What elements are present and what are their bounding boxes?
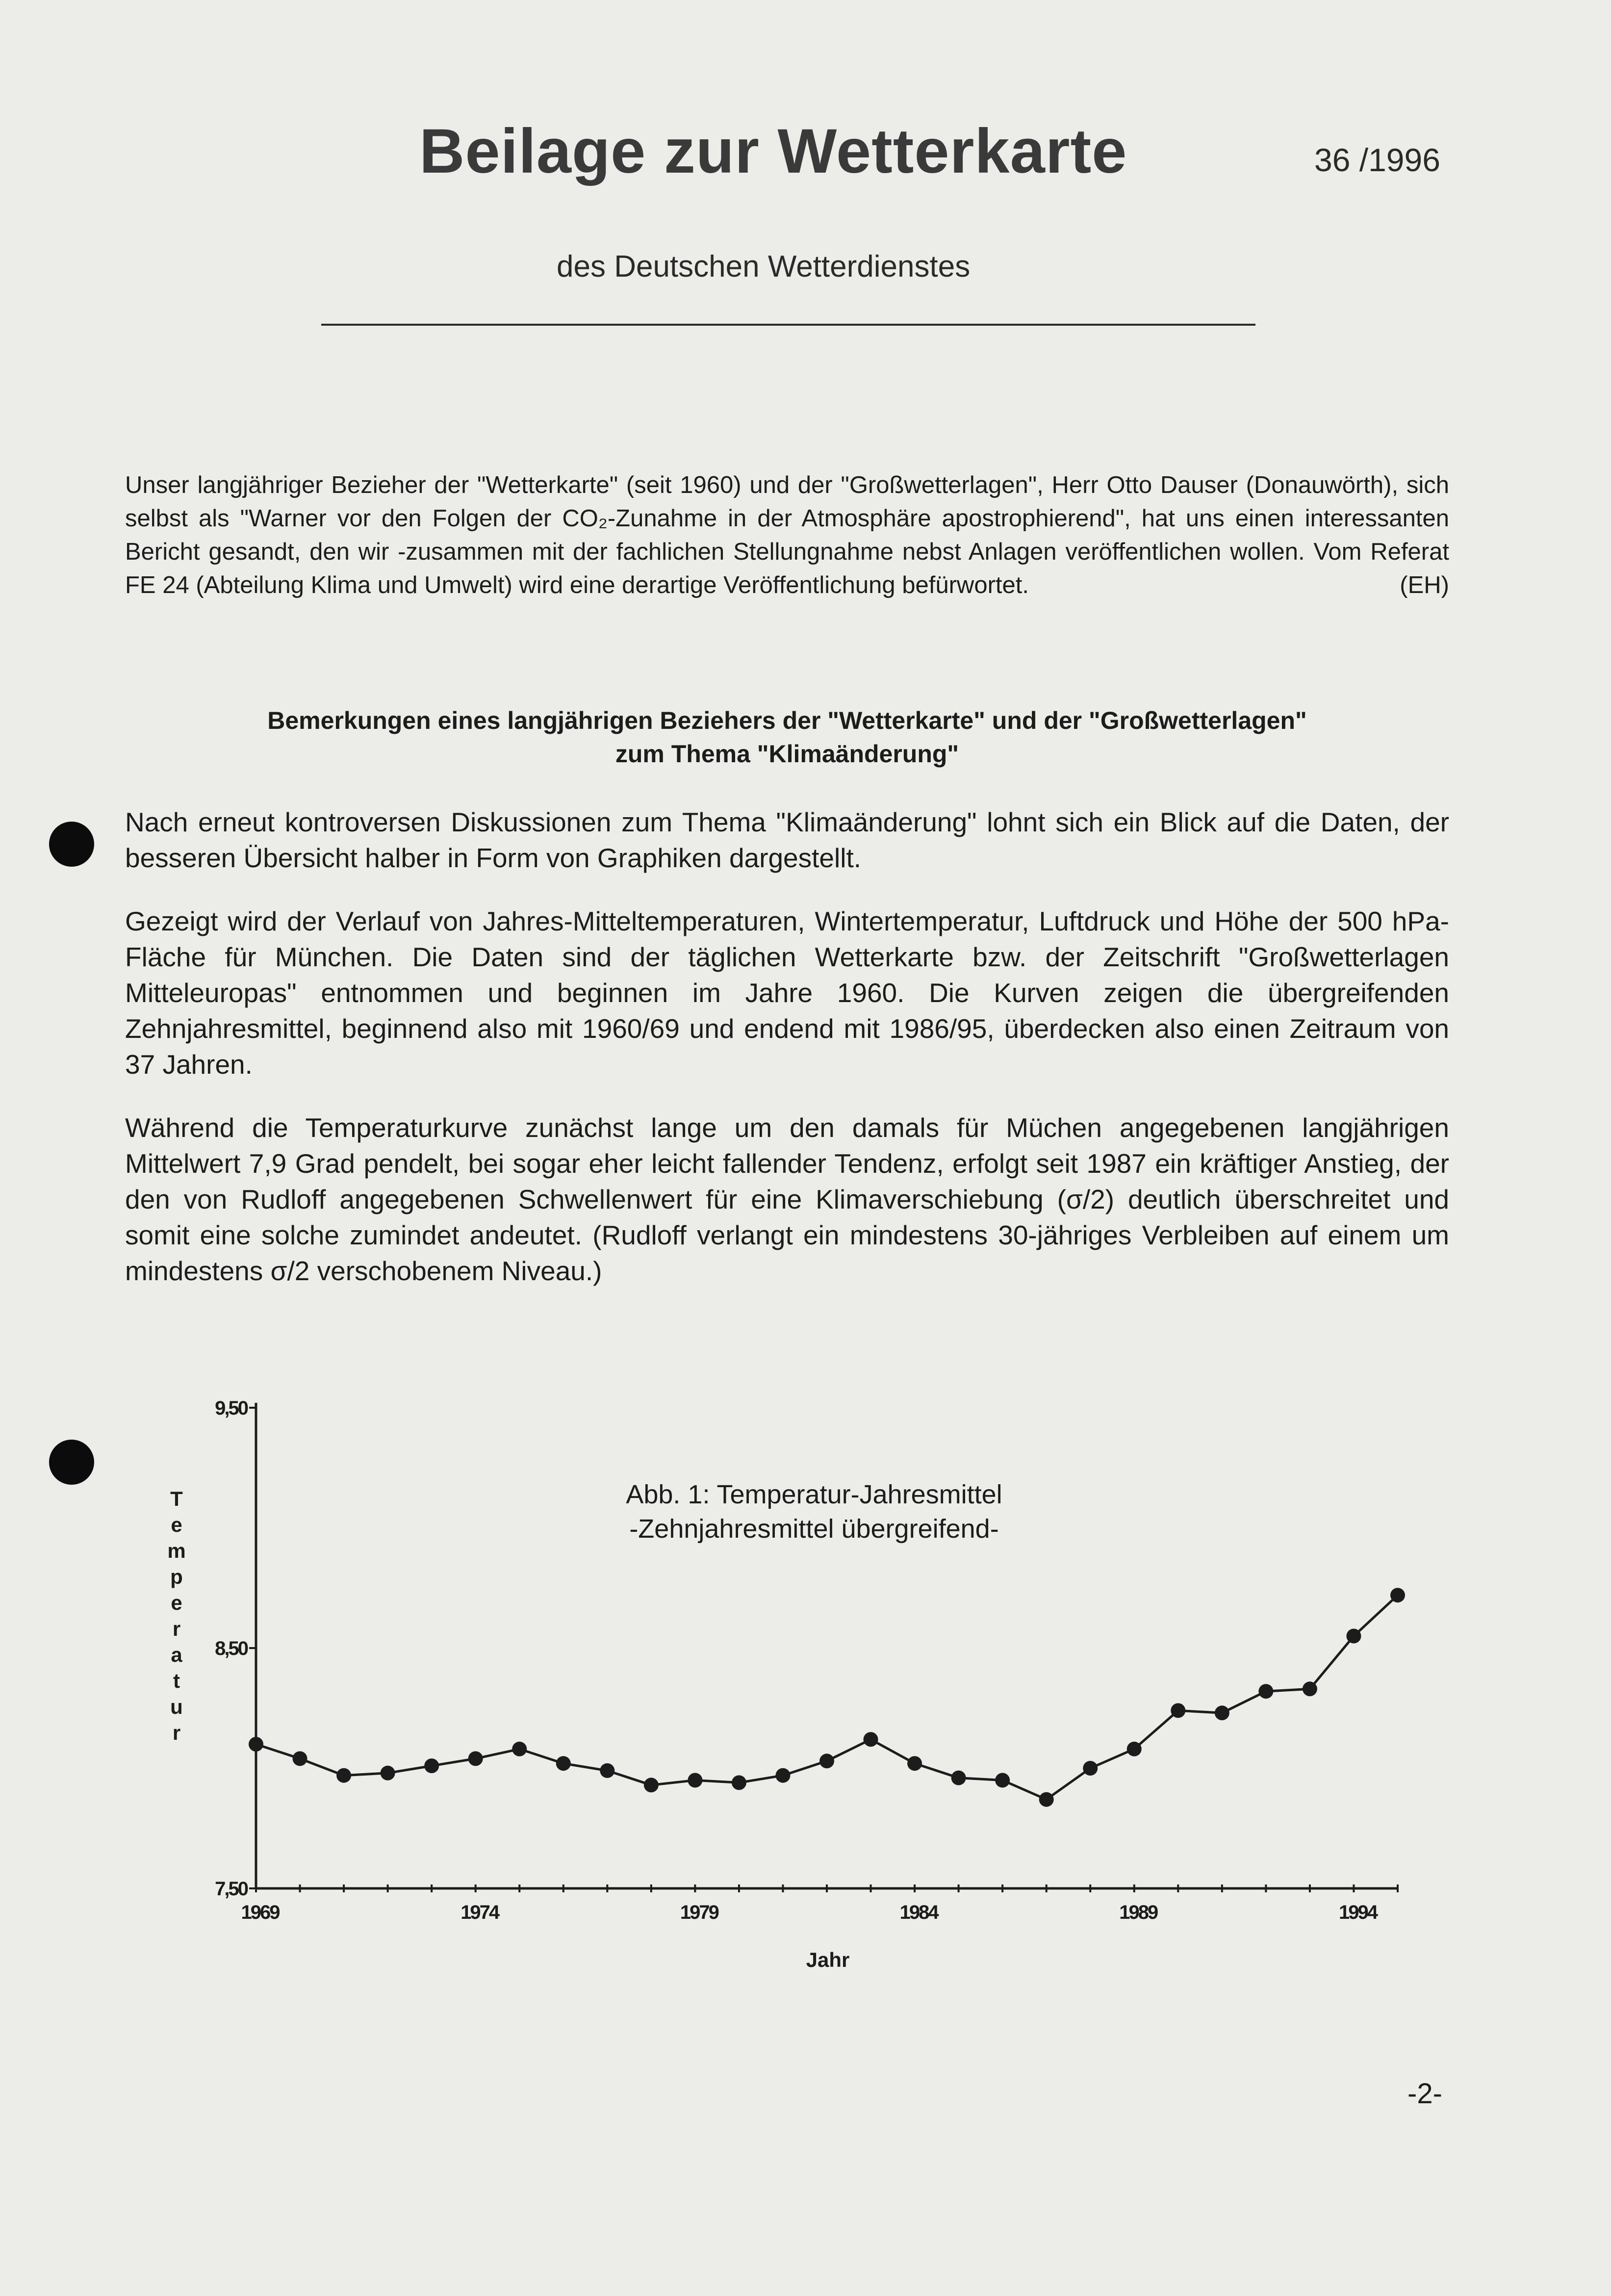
data-point [1039, 1792, 1054, 1807]
x-tick-label: 1974 [460, 1902, 499, 1923]
intro-author-tag: (EH) [1400, 572, 1449, 598]
data-point [336, 1768, 351, 1783]
y-axis-label-letter: r [172, 1617, 181, 1640]
issue-number: 36 /1996 [1314, 142, 1440, 178]
chart-axes [256, 1403, 1398, 1888]
chart-series [249, 1588, 1405, 1807]
y-axis-label-letter: p [170, 1565, 183, 1588]
data-point [951, 1771, 966, 1785]
y-tick-label: 7,50 [215, 1878, 247, 1900]
data-point [995, 1773, 1010, 1788]
intro-text: Unser langjähriger Bezieher der "Wetterkarte" (seit 1960) und der "Großwetterlagen", Herr Otto Dauser (Donauwörth), sich selbst als "Warner vor den Folgen der CO₂-Zunahme in der Atmosphäre apostrophierend", hat uns einen interessanten Bericht gesandt, den wir -zusammen mit der fachlichen Stellungnahme nebst Anlagen veröffentlichen wollen. Vom Referat FE 24 (Abteilung Klima und Umwelt) wird eine derartige Veröffentlichung befürwortet. [125, 472, 1449, 598]
data-point [424, 1758, 439, 1773]
section-heading [125, 704, 1449, 771]
page-number: -2- [1407, 2078, 1442, 2110]
chart-ticks [215, 1397, 1398, 1923]
data-point [249, 1737, 263, 1752]
y-axis-label-letter: m [167, 1539, 186, 1562]
chart-x-axis-label: Jahr [806, 1948, 850, 1971]
data-point [1171, 1703, 1185, 1718]
data-point [512, 1742, 527, 1756]
y-axis-label-letter: u [170, 1695, 183, 1718]
data-point [1127, 1742, 1142, 1756]
y-axis-label-letter: r [172, 1721, 181, 1744]
data-point [1390, 1588, 1405, 1602]
chart-y-axis-label [167, 1487, 185, 1744]
y-tick-label: 8,50 [215, 1638, 247, 1659]
data-point [775, 1768, 790, 1783]
data-point [907, 1756, 922, 1771]
x-tick-label: 1994 [1338, 1902, 1377, 1923]
chart-canvas [0, 1373, 1611, 2011]
header-divider [321, 324, 1255, 326]
data-point [688, 1773, 702, 1788]
intro-paragraph [125, 468, 1449, 602]
section-heading-line-2: zum Thema "Klimaänderung" [615, 740, 959, 768]
punch-hole-mark [49, 822, 94, 867]
y-axis-label-letter: e [171, 1513, 182, 1536]
data-point [1083, 1761, 1098, 1776]
y-axis-label-letter: a [171, 1643, 182, 1666]
temperature-chart [0, 1373, 1611, 2011]
data-point [819, 1754, 834, 1768]
page-subtitle: des Deutschen Wetterdienstes [557, 250, 971, 284]
data-point [556, 1756, 571, 1771]
x-tick-label: 1984 [899, 1902, 938, 1923]
data-point [732, 1775, 746, 1790]
data-point [864, 1732, 878, 1747]
chart-subtitle: -Zehnjahresmittel übergreifend- [629, 1514, 999, 1544]
chart-title: Abb. 1: Temperatur-Jahresmittel [626, 1480, 1002, 1509]
data-point [1258, 1684, 1273, 1699]
data-point [381, 1766, 395, 1780]
x-tick-label: 1979 [680, 1902, 718, 1923]
body-paragraph: Während die Temperaturkurve zunächst lange um den damals für Müchen angegebenen langjährigen Mittelwert 7,9 Grad pendelt, bei sogar eher leicht fallender Tendenz, erfolgt seit 1987 ein kräftiger Anstieg, der den von Rudloff angegebenen Schwellenwert für eine Klimaverschiebung (σ/2) deutlich überschreitet und somit eine solche zumindet andeutet. (Rudloff verlangt ein mindestens 30-jähriges Verbleiben auf einem um mindestens σ/2 verschobenem Niveau.) [125, 1112, 1449, 1286]
data-point [1346, 1629, 1361, 1644]
y-axis-label-letter: T [170, 1487, 183, 1510]
x-tick-label: 1989 [1119, 1902, 1157, 1923]
y-tick-label: 9,50 [215, 1397, 247, 1419]
x-tick-label: 1969 [241, 1902, 279, 1923]
body-paragraph: Gezeigt wird der Verlauf von Jahres-Mitteltemperaturen, Wintertemperatur, Luftdruck und Höhe der 500 hPa-Fläche für München. Die Daten sind der täglichen Wetterkarte bzw. der Zeitschrift "Großwetterlagen Mitteleuropas" entnommen und beginnen im Jahre 1960. Die Kurven zeigen die übergreifenden Zehnjahresmittel, beginnend also mit 1960/69 und endend mit 1986/95, überdecken also einen Zeitraum von 37 Jahren. [125, 906, 1449, 1080]
data-point [293, 1751, 307, 1766]
section-heading-line-1: Bemerkungen eines langjährigen Beziehers der "Wetterkarte" und der "Großwetterlagen" [267, 707, 1307, 734]
page-title: Beilage zur Wetterkarte [419, 116, 1127, 186]
data-point [1215, 1705, 1229, 1720]
article-body [125, 804, 1449, 1316]
body-paragraph: Nach erneut kontroversen Diskussionen zum Thema "Klimaänderung" lohnt sich ein Blick auf die Daten, der besseren Übersicht halber in Form von Graphiken dargestellt. [125, 807, 1449, 873]
data-point [600, 1763, 614, 1778]
data-point [1303, 1681, 1317, 1696]
data-point [468, 1751, 483, 1766]
y-axis-label-letter: t [173, 1669, 180, 1692]
y-axis-label-letter: e [171, 1591, 182, 1614]
data-point [644, 1778, 659, 1792]
